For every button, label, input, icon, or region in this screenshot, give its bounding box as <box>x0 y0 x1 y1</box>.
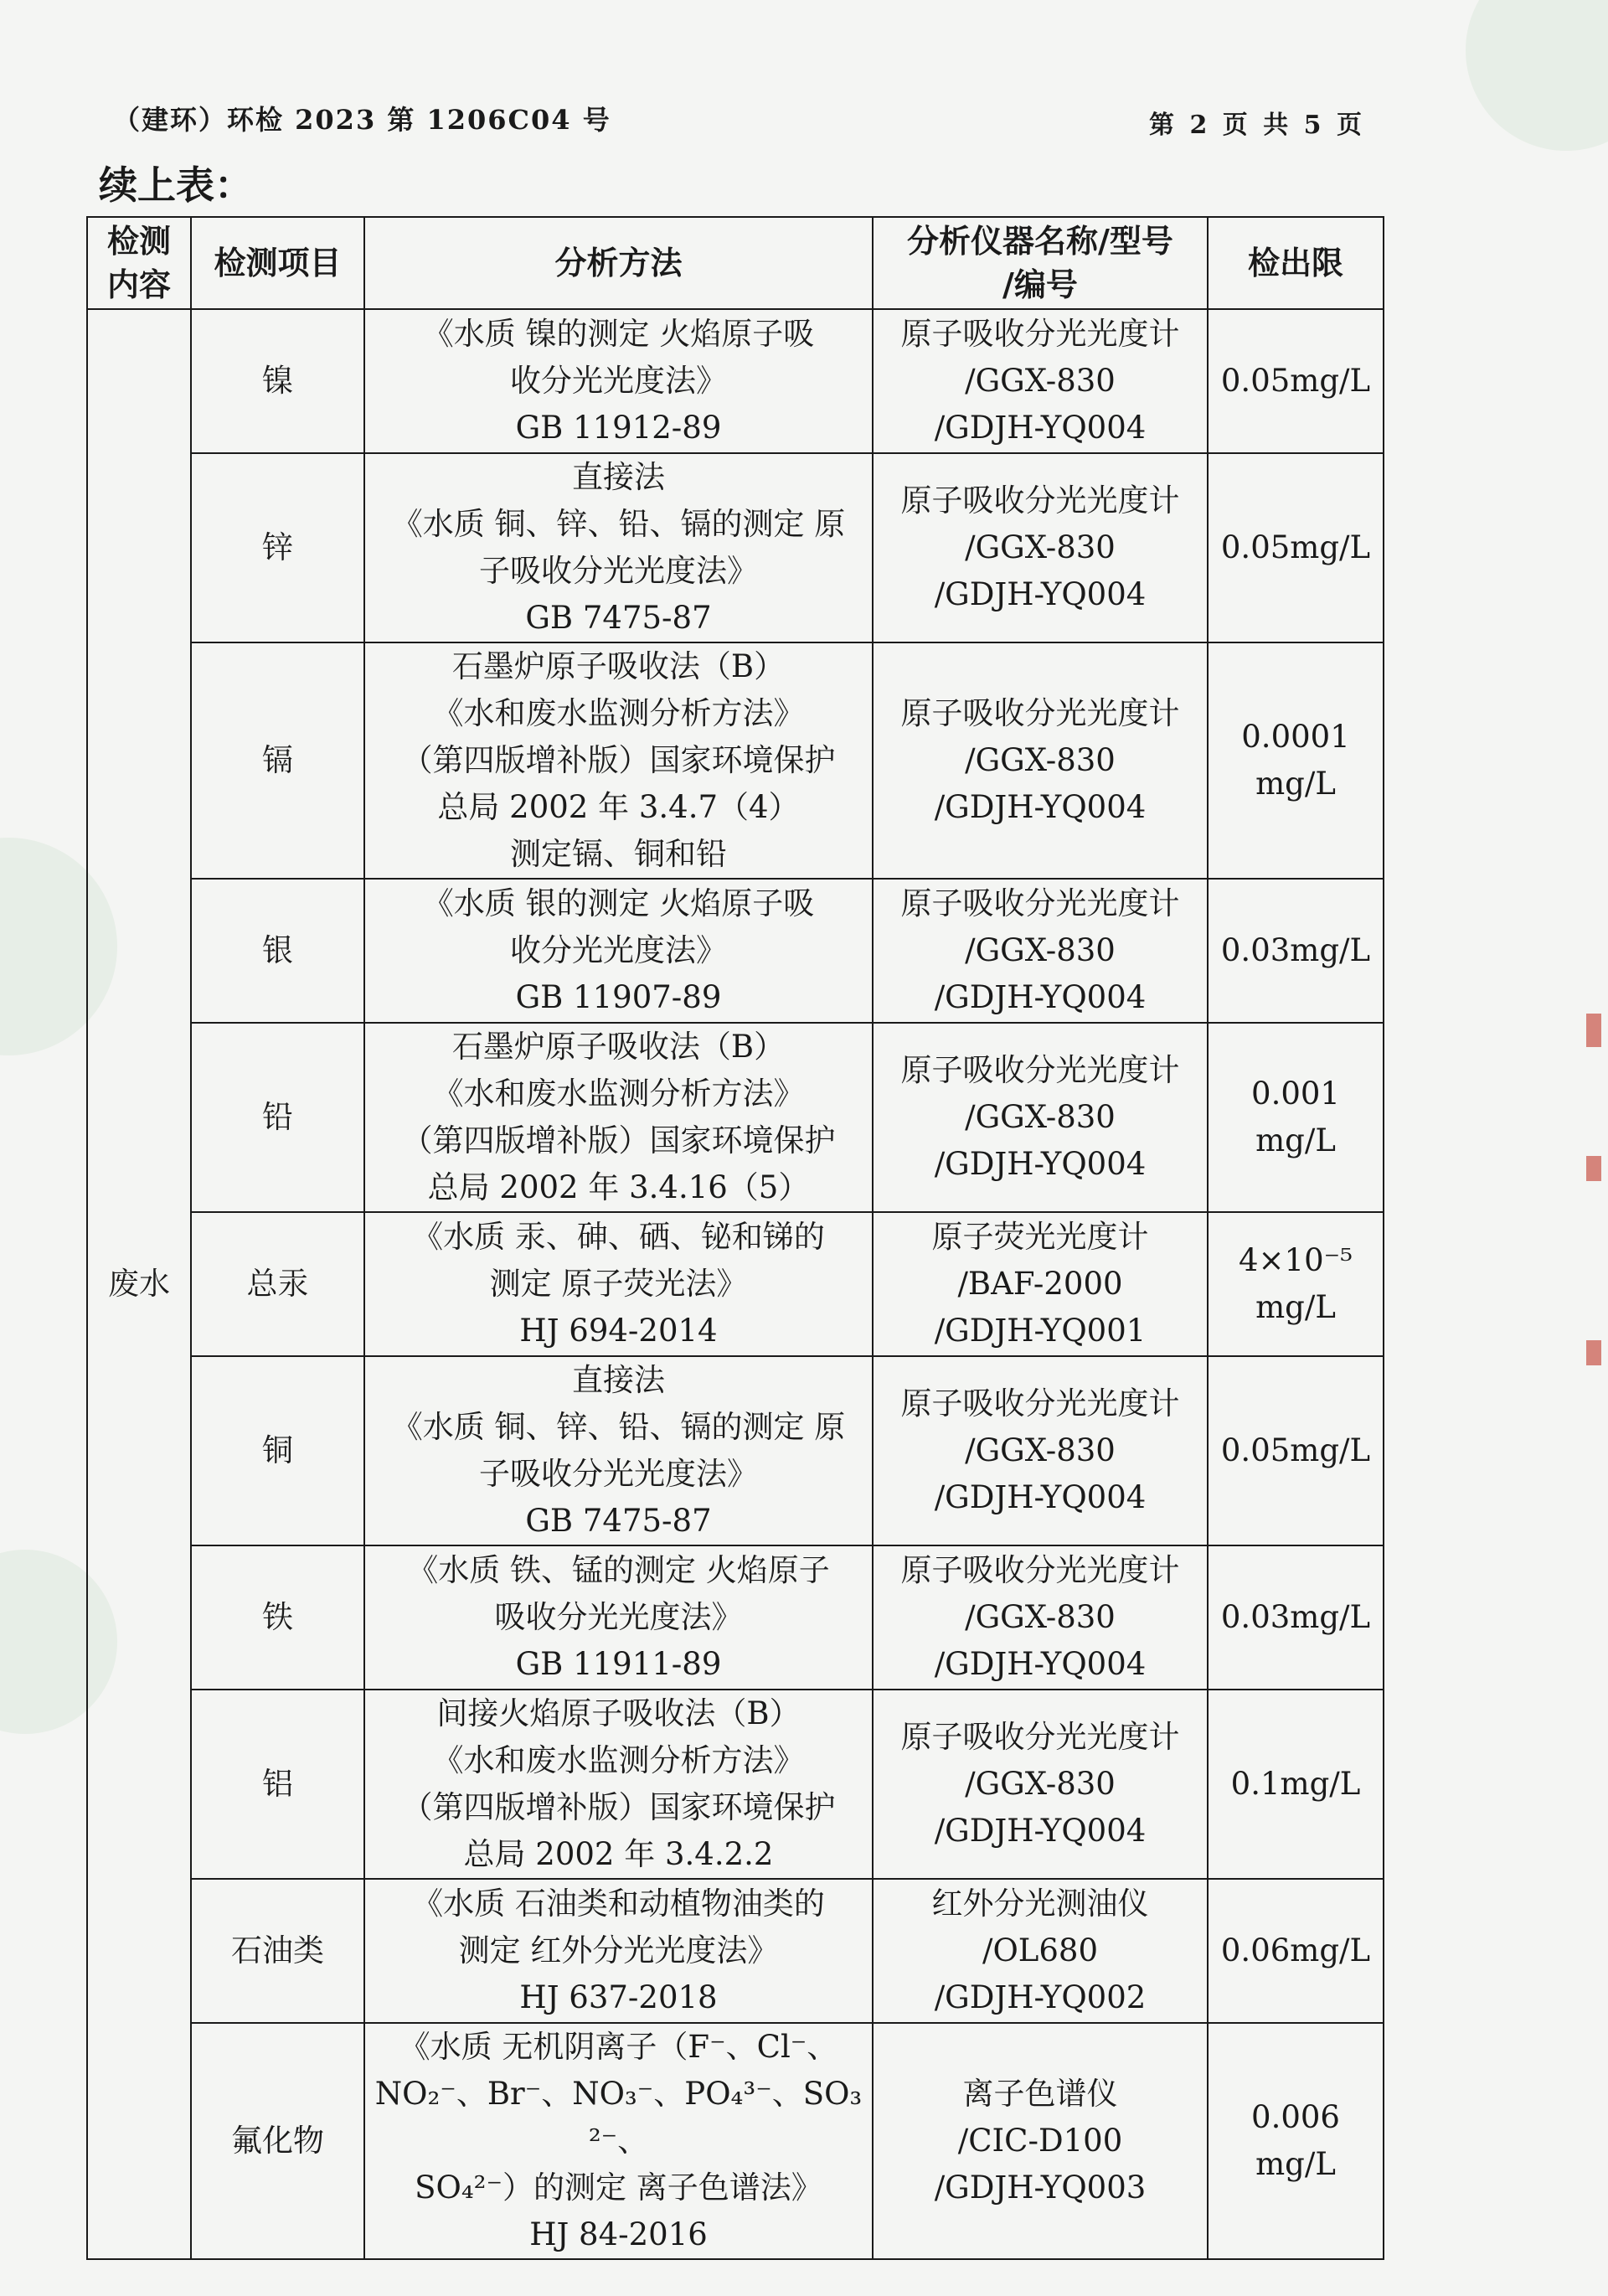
instrument-cell: 原子吸收分光光度计 /GGX-830 /GDJH-YQ004 <box>873 879 1208 1023</box>
seal-edge-mark <box>1586 1156 1601 1181</box>
analysis-method-cell: 《水质 无机阴离子（F⁻、Cl⁻、 NO₂⁻、Br⁻、NO₃⁻、PO₄³⁻、SO₃²⁻、 SO₄²⁻）的测定 离子色谱法》 HJ 84-2016 <box>364 2023 873 2259</box>
seal-edge-mark <box>1586 1340 1601 1365</box>
header-test-item: 检测项目 <box>191 217 364 309</box>
instrument-cell: 原子吸收分光光度计 /GGX-830 /GDJH-YQ004 <box>873 1356 1208 1545</box>
test-item-cell: 锌 <box>191 453 364 642</box>
instrument-cell: 原子吸收分光光度计 /GGX-830 /GDJH-YQ004 <box>873 453 1208 642</box>
instrument-cell: 原子吸收分光光度计 /GGX-830 /GDJH-YQ004 <box>873 309 1208 453</box>
page-header <box>113 99 1365 141</box>
test-item-cell: 铅 <box>191 1023 364 1212</box>
test-item-cell: 银 <box>191 879 364 1023</box>
detection-limit-cell: 0.0001 mg/L <box>1208 642 1384 879</box>
instrument-cell: 离子色谱仪 /CIC-D100 /GDJH-YQ003 <box>873 2023 1208 2259</box>
test-item-cell: 铁 <box>191 1545 364 1690</box>
detection-limit-cell: 0.05mg/L <box>1208 453 1384 642</box>
test-item-cell: 镉 <box>191 642 364 879</box>
test-item-cell: 铜 <box>191 1356 364 1545</box>
analysis-method-cell: 间接火焰原子吸收法（B） 《水和废水监测分析方法》 （第四版增补版）国家环境保护 总局 2002 年 3.4.2.2 <box>364 1690 873 1879</box>
report-number: （建环）环检 2023 第 1206C04 号 <box>113 104 611 136</box>
page-number: 第 2 页 共 5 页 <box>1149 111 1365 140</box>
detection-limit-cell: 0.03mg/L <box>1208 879 1384 1023</box>
header-analysis-method: 分析方法 <box>364 217 873 309</box>
table-row <box>87 453 1384 642</box>
analysis-method-cell: 石墨炉原子吸收法（B） 《水和废水监测分析方法》 （第四版增补版）国家环境保护 总局 2002 年 3.4.16（5） <box>364 1023 873 1212</box>
analysis-method-cell: 石墨炉原子吸收法（B） 《水和废水监测分析方法》 （第四版增补版）国家环境保护 总局 2002 年 3.4.7（4） 测定镉、铜和铅 <box>364 642 873 879</box>
instrument-cell: 原子吸收分光光度计 /GGX-830 /GDJH-YQ004 <box>873 1023 1208 1212</box>
table-row <box>87 1023 1384 1212</box>
detection-limit-cell: 0.05mg/L <box>1208 1356 1384 1545</box>
header-instrument: 分析仪器名称/型号 /编号 <box>873 217 1208 309</box>
detection-limit-cell: 4×10⁻⁵ mg/L <box>1208 1212 1384 1356</box>
analysis-method-cell: 直接法 《水质 铜、锌、铅、镉的测定 原 子吸收分光光度法》 GB 7475-87 <box>364 453 873 642</box>
table-header-row <box>87 217 1384 309</box>
watermark-logo <box>1466 0 1608 151</box>
instrument-cell: 原子荧光光度计 /BAF-2000 /GDJH-YQ001 <box>873 1212 1208 1356</box>
seal-edge-mark <box>1586 1014 1601 1047</box>
instrument-cell: 原子吸收分光光度计 /GGX-830 /GDJH-YQ004 <box>873 1545 1208 1690</box>
header-test-content: 检测 内容 <box>87 217 191 309</box>
table-row <box>87 309 1384 453</box>
table-row <box>87 2023 1384 2259</box>
detection-limit-cell: 0.06mg/L <box>1208 1879 1384 2023</box>
detection-limit-cell: 0.1mg/L <box>1208 1690 1384 1879</box>
detection-methods-table <box>86 216 1384 2260</box>
instrument-cell: 原子吸收分光光度计 /GGX-830 /GDJH-YQ004 <box>873 1690 1208 1879</box>
test-item-cell: 镍 <box>191 309 364 453</box>
test-item-cell: 石油类 <box>191 1879 364 2023</box>
analysis-method-cell: 《水质 铁、锰的测定 火焰原子 吸收分光光度法》 GB 11911-89 <box>364 1545 873 1690</box>
analysis-method-cell: 《水质 石油类和动植物油类的 测定 红外分光光度法》 HJ 637-2018 <box>364 1879 873 2023</box>
table-row <box>87 642 1384 879</box>
analysis-method-cell: 直接法 《水质 铜、锌、铅、镉的测定 原 子吸收分光光度法》 GB 7475-87 <box>364 1356 873 1545</box>
detection-limit-cell: 0.001 mg/L <box>1208 1023 1384 1212</box>
table-row <box>87 879 1384 1023</box>
detection-limit-cell: 0.006 mg/L <box>1208 2023 1384 2259</box>
table-row <box>87 1212 1384 1356</box>
table-row <box>87 1690 1384 1879</box>
test-content-cell: 废水 <box>87 309 191 2259</box>
table-row <box>87 1356 1384 1545</box>
test-item-cell: 总汞 <box>191 1212 364 1356</box>
test-item-cell: 氟化物 <box>191 2023 364 2259</box>
header-detection-limit: 检出限 <box>1208 217 1384 309</box>
analysis-method-cell: 《水质 汞、砷、硒、铋和锑的 测定 原子荧光法》 HJ 694-2014 <box>364 1212 873 1356</box>
instrument-cell: 红外分光测油仪 /OL680 /GDJH-YQ002 <box>873 1879 1208 2023</box>
analysis-method-cell: 《水质 镍的测定 火焰原子吸 收分光光度法》 GB 11912-89 <box>364 309 873 453</box>
instrument-cell: 原子吸收分光光度计 /GGX-830 /GDJH-YQ004 <box>873 642 1208 879</box>
table-row <box>87 1879 1384 2023</box>
table-row <box>87 1545 1384 1690</box>
detection-limit-cell: 0.03mg/L <box>1208 1545 1384 1690</box>
detection-limit-cell: 0.05mg/L <box>1208 309 1384 453</box>
test-item-cell: 铝 <box>191 1690 364 1879</box>
analysis-method-cell: 《水质 银的测定 火焰原子吸 收分光光度法》 GB 11907-89 <box>364 879 873 1023</box>
continued-table-title: 续上表： <box>99 163 253 208</box>
